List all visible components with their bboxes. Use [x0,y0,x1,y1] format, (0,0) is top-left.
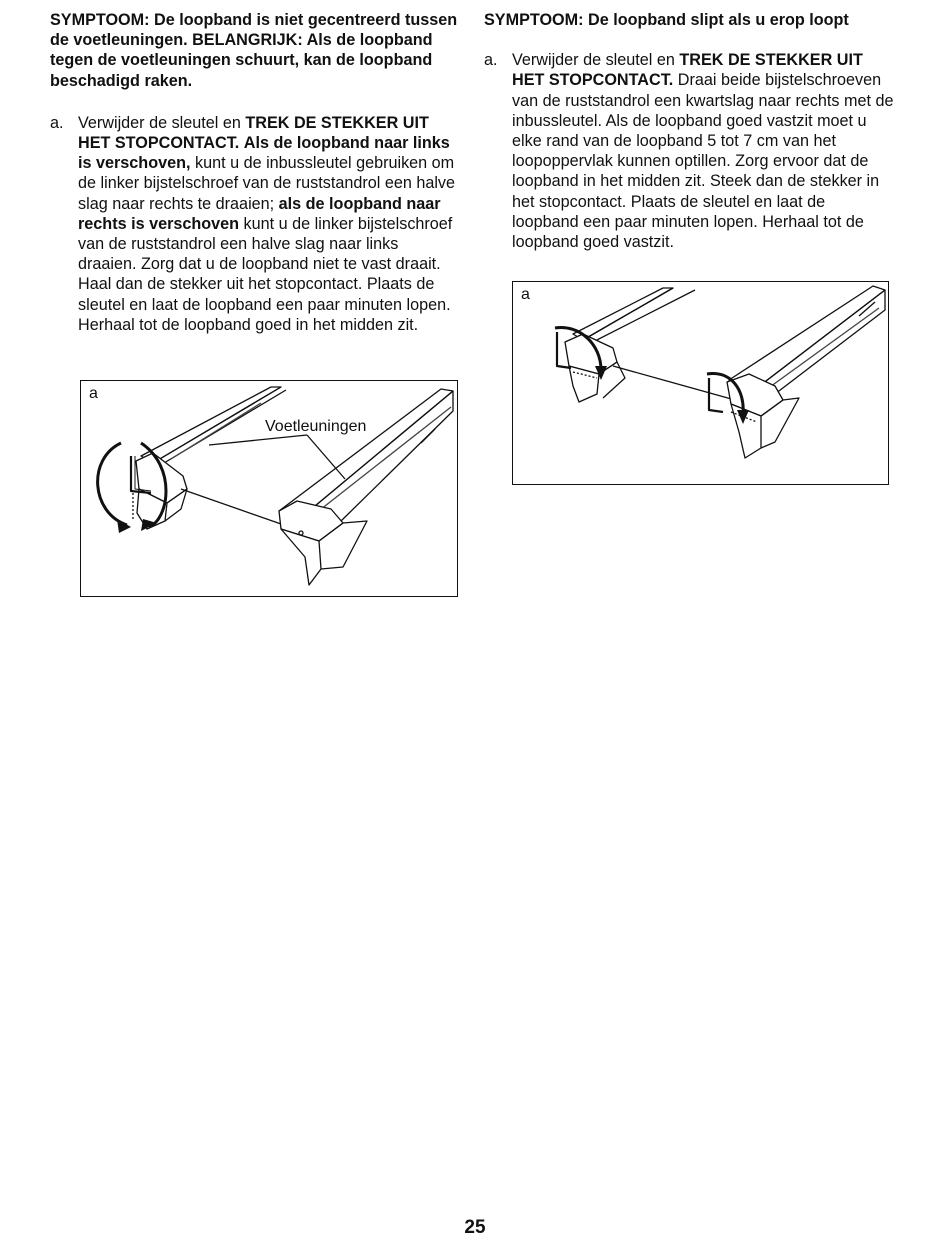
left-symptom-heading: SYMPTOOM: De loopband is niet gecentreerd tussen de voetleuningen. BELANGRIJK: Als de loopband tegen de voetleuningen schuurt, kan de loopband beschadigd raken. [50,11,458,90]
right-symptom-heading: SYMPTOOM: De loopband slipt als u erop loopt [484,11,849,29]
treadmill-illustration-left [81,381,456,595]
right-step-text-2: Draai beide bijstelschroeven van de ruststandrol een kwartslag naar rechts met de inbussleutel. Als de loopband goed vastzit moet u elke rand van de loopband 5 tot 7 cm van het loopoppervlak kunnen optillen. Zorg ervoor dat de loopband in het midden zit. Steek dan de stekker in het stopcontact. Plaats de sleutel en laat de loopband een paar minuten lopen. Herhaal tot de loopband goed vastzit. [512,71,894,252]
right-figure-letter: a [521,286,530,303]
left-step-bold-1: TREK DE STEKKER UIT HET STOPCONTACT. [78,113,429,153]
voetleuningen-callout: Voetleuningen [265,418,367,435]
left-step-a [50,113,460,335]
left-figure-letter: a [89,385,98,402]
left-step-text-3: kunt u de linker bijstelschroef van de ruststandrol een halve slag naar links draaien. Zorg dat u de loopband niet te vast draait. Haal dan de stekker uit het stopcontact. Plaats de sleutel en laat de loopband een paar minuten lopen. Herhaal tot de loopband goed in het midden zit. [78,214,453,334]
left-column [50,10,460,335]
right-step-text-1: Verwijder de sleutel en [512,51,680,70]
left-step-bold-2: Als de loopband naar links is verschoven, [78,134,450,173]
right-step-letter: a. [484,51,498,70]
right-column [484,10,896,252]
right-step-a [484,50,896,252]
left-figure-treadmill-centering [80,380,458,597]
left-step-bold-3: als de loopband naar rechts is verschoven [78,194,441,233]
left-step-text-2: kunt u de inbussleutel gebruiken om de linker bijstelschroef van de ruststandrol een halve slag naar rechts te draaien; [78,154,456,213]
left-step-letter: a. [50,113,64,132]
left-step-text-1: Verwijder de sleutel en [78,113,246,132]
page-number: 25 [464,1217,486,1238]
right-figure-treadmill-tension [512,281,889,485]
treadmill-illustration-right [513,282,887,483]
right-step-bold-1: TREK DE STEKKER UIT HET STOPCONTACT. [512,51,863,90]
